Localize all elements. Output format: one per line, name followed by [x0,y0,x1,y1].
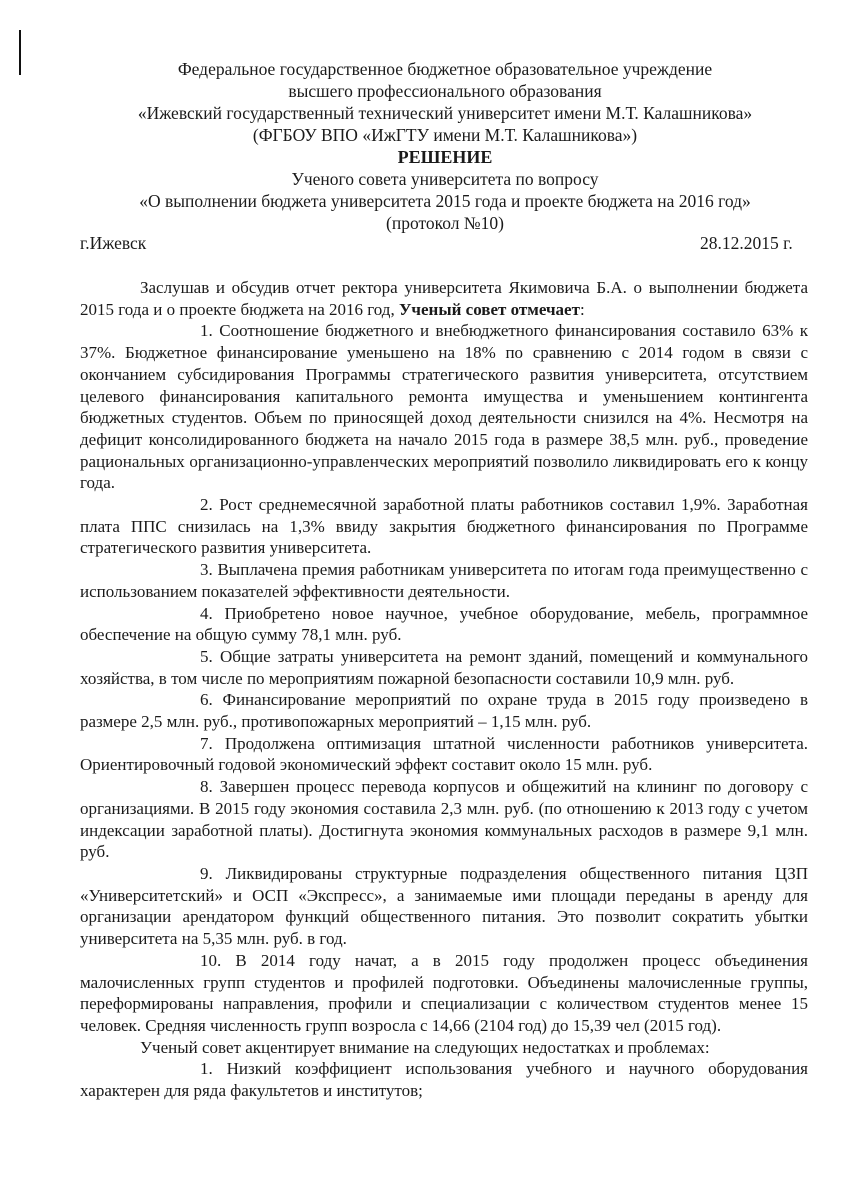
subtitle-2: «О выполнении бюджета университета 2015 года и проекте бюджета на 2016 год» [139,191,751,211]
item-text: Общие затраты университета на ремонт зданий, помещений и коммунального хозяйства, в том числе по мероприятиям пожарной безопасности составили 10,9 млн. руб. [80,646,809,688]
document-date: 28.12.2015 г. [700,233,793,253]
list-item [80,776,808,863]
list-item [80,733,808,776]
list-item [80,603,808,646]
document-body [80,277,808,1102]
margin-mark [19,30,21,75]
item-number: 10. [200,950,222,970]
document-title: РЕШЕНИЕ [397,147,493,167]
problem-item [80,1058,808,1101]
item-number: 2. [200,495,213,515]
item-text: Ликвидированы структурные подразделения общественного питания ЦЗП «Университетский» и ОСП «Экспресс», а занимаемые ими площади переданы в аренду для организации арендатором функций общественного питания. Это позволит сократить убытки университета на 5,35 млн. руб. в год. [80,863,809,949]
item-text: Выплачена премия работникам университета по итогам года преимущественно с использованием показателей эффективности деятельности. [80,560,808,601]
item-number: 9. [200,863,213,883]
item-number: 4. [200,603,213,623]
list-item [80,320,808,494]
list-item [80,950,808,1037]
intro-bold: Ученый совет отмечает [398,299,580,319]
protocol-number: (протокол №10) [386,213,504,233]
list-item [80,559,808,602]
item-text: Завершен процесс перевода корпусов и общежитий на клининг по договору с организациями. В 2015 году экономия составила 2,3 млн. руб. (по отношению к 2013 году с учетом индексации заработной платы). Достигнута экономия коммунальных расходов в размере 9,1 млн. руб. [80,777,808,862]
item-text: Низкий коэффициент использования учебного и научного оборудования характерен для ряда факультетов и институтов; [80,1059,808,1101]
list-item [80,646,808,689]
list-item [80,689,808,732]
list-item [80,863,808,950]
item-text: Продолжена оптимизация штатной численности работников университета. Ориентировочный годовой экономический эффект составит около 15 млн. руб. [80,733,808,775]
item-number: 8. [200,777,213,797]
problems-intro: Ученый совет акцентирует внимание на следующих недостатках и проблемах: [140,1037,710,1057]
item-text: Соотношение бюджетного и внебюджетного финансирования составило 63% к 37%. Бюджетное финансирование уменьшено на 18% по сравнению с 2014 годом в связи с окончанием субсидирования Программы стратегического развития университета, отсутствием целевого финансирования капитального ремонта имущества и уменьшением контингента бюджетных студентов. Объем по приносящей доход деятельности снизился на 4%. Несмотря на дефицит консолидированного бюджета на начало 2015 года в размере 38,5 млн. руб., проведение рациональных организационно-управленческих мероприятий позволило ликвидировать его к концу года. [80,321,808,493]
subtitle-1: Ученого совета университета по вопросу [291,169,599,189]
item-number: 3. [200,560,213,580]
intro-text: Заслушав и обсудив отчет ректора университета Якимовича Б.А. о выполнении бюджета 2015 года и о проекте бюджета на 2016 год, [80,278,808,319]
document-header [70,58,820,234]
header-line-3: «Ижевский государственный технический университет имени М.Т. Калашникова» [137,103,753,123]
item-number: 1. [200,1059,213,1079]
place: г.Ижевск [80,233,147,253]
list-item [80,494,808,559]
intro-paragraph [80,277,808,320]
intro-end: : [579,299,585,319]
item-text: Приобретено новое научное, учебное оборудование, мебель, программное обеспечение на общую сумму 78,1 млн. руб. [80,603,808,645]
item-number: 7. [200,733,213,753]
item-text: В 2014 году начат, а в 2015 году продолжен процесс объединения малочисленных групп студентов и профилей подготовки. Объединены малочисленные группы, переформированы направления, профили и специализации с количеством студентов менее 15 человек. Средняя численность групп возросла с 14,66 (2104 год) до 15,39 чел (2015 год). [80,950,808,1035]
item-number: 1. [200,321,213,341]
header-line-4: (ФГБОУ ВПО «ИжГТУ имени М.Т. Калашникова») [252,125,638,145]
item-number: 5. [200,646,213,666]
header-line-2: высшего профессионального образования [288,81,602,101]
header-line-1: Федеральное государственное бюджетное образовательное учреждение [177,59,713,79]
item-text: Рост среднемесячной заработной платы работников составил 1,9%. Заработная плата ППС снизилась на 1,3% ввиду закрытия бюджетного финансирования по Программе стратегического развития университета. [80,495,809,558]
item-text: Финансирование мероприятий по охране труда в 2015 году произведено в размере 2,5 млн. руб., противопожарных мероприятий – 1,15 млн. руб. [80,690,809,732]
item-number: 6. [200,690,213,710]
